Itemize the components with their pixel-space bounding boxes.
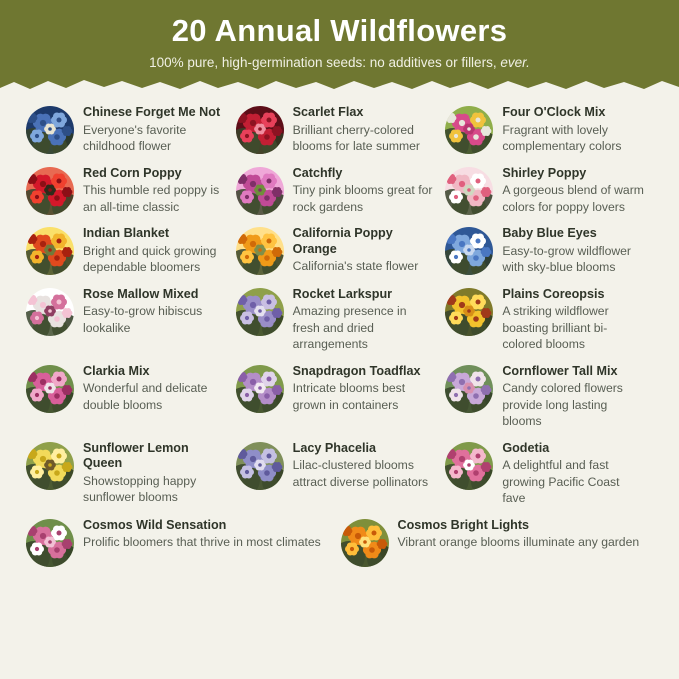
variety-name: Cosmos Wild Sensation [83, 517, 227, 532]
flower-photo-thumbnail [26, 227, 74, 275]
variety-text [83, 440, 226, 506]
flower-photo-thumbnail [26, 365, 74, 413]
variety-item [445, 286, 655, 353]
flower-photo-thumbnail [26, 442, 74, 490]
page-title: 20 Annual Wildflowers [171, 13, 508, 48]
subtitle-emphasis: ever. [500, 55, 530, 70]
variety-item [445, 225, 655, 276]
variety-text [293, 363, 436, 414]
variety-description: A delightful and fast growing Pacific Coast fave [502, 458, 620, 505]
flower-photo-thumbnail [26, 519, 74, 567]
variety-name: Plains Coreopsis [502, 286, 605, 301]
flower-photo-thumbnail [445, 365, 493, 413]
variety-description: Intricate blooms best grown in containers [292, 381, 406, 412]
variety-text [502, 165, 645, 216]
variety-item [236, 165, 446, 216]
variety-name: Rose Mallow Mixed [83, 286, 199, 301]
variety-name: Chinese Forget Me Not [83, 105, 221, 119]
flower-photo-thumbnail [236, 288, 284, 336]
variety-text [83, 104, 226, 155]
variety-description: Tiny pink blooms great for rock gardens [292, 183, 433, 214]
variety-text [293, 440, 436, 491]
variety-description: Showstopping happy sunflower blooms [83, 473, 197, 504]
variety-name: Clarkia Mix [83, 363, 150, 378]
variety-text [502, 286, 645, 353]
variety-name: Lacy Phacelia [292, 440, 376, 455]
variety-name: Sunflower Lemon Queen [83, 440, 189, 470]
flower-photo-thumbnail [26, 167, 74, 215]
flower-photo-thumbnail [236, 106, 284, 154]
variety-description: Easy-to-grow hibiscus lookalike [83, 304, 203, 335]
variety-item [26, 440, 236, 507]
variety-name: Indian Blanket [83, 226, 170, 240]
variety-description: Prolific bloomers that thrive in most climates [83, 535, 321, 549]
variety-item [26, 517, 341, 567]
variety-text [502, 104, 645, 155]
variety-name: Scarlet Flax [292, 105, 364, 119]
variety-name: Cosmos Bright Lights [397, 517, 530, 532]
variety-text [83, 165, 226, 216]
flower-photo-thumbnail [445, 227, 493, 275]
variety-description: A striking wildflower boasting brilliant bi-colored blooms [502, 304, 609, 351]
varieties-section [0, 90, 679, 577]
flower-photo-thumbnail [445, 288, 493, 336]
variety-text [293, 225, 436, 275]
flower-photo-thumbnail [236, 227, 284, 275]
flower-photo-thumbnail [445, 167, 493, 215]
variety-item [236, 104, 446, 155]
variety-text [502, 363, 645, 430]
page-subtitle [0, 54, 679, 72]
variety-item [26, 225, 236, 276]
variety-text [83, 517, 321, 551]
flower-photo-thumbnail [26, 288, 74, 336]
variety-text [293, 286, 436, 353]
variety-text [83, 225, 226, 276]
variety-item [236, 225, 446, 276]
variety-name: Godetia [502, 440, 550, 455]
variety-item [236, 363, 446, 430]
variety-name: Rocket Larkspur [292, 286, 393, 301]
variety-description: Candy colored flowers provide long lasting blooms [502, 381, 623, 428]
variety-text [293, 165, 436, 216]
variety-description: Fragrant with lovely complementary colors [502, 122, 622, 153]
variety-item [26, 286, 236, 353]
variety-item [236, 440, 446, 507]
variety-item [236, 286, 446, 353]
variety-text [502, 440, 645, 507]
variety-text [83, 286, 226, 337]
varieties-grid [26, 104, 655, 577]
variety-name: Baby Blue Eyes [502, 226, 597, 240]
flower-photo-thumbnail [445, 442, 493, 490]
variety-description: Brilliant cherry-colored blooms for late summer [292, 122, 420, 153]
variety-description: Everyone's favorite childhood flower [83, 122, 187, 153]
variety-name: Catchfly [292, 165, 343, 180]
variety-name: Snapdragon Toadflax [292, 363, 421, 378]
variety-description: Wonderful and delicate double blooms [83, 381, 208, 412]
flower-photo-thumbnail [341, 519, 389, 567]
subtitle-main: 100% pure, high-germination seeds: no additives or fillers, [149, 55, 497, 70]
flower-photo-thumbnail [26, 106, 74, 154]
variety-text [83, 363, 226, 414]
variety-name: Cornflower Tall Mix [502, 363, 618, 378]
variety-description: Vibrant orange blooms illuminate any garden [397, 535, 640, 549]
variety-item [26, 104, 236, 155]
variety-description: Easy-to-grow wildflower with sky-blue blooms [502, 243, 631, 274]
variety-item [26, 165, 236, 216]
flower-photo-thumbnail [236, 442, 284, 490]
variety-text [502, 225, 645, 276]
variety-name: Four O'Clock Mix [502, 105, 606, 119]
variety-text [398, 517, 640, 551]
variety-description: A gorgeous blend of warm colors for poppy lovers [502, 183, 644, 214]
variety-description: Bright and quick growing dependable bloomers [83, 243, 217, 274]
header-banner [0, 0, 679, 90]
flower-photo-thumbnail [236, 365, 284, 413]
flower-photo-thumbnail [445, 106, 493, 154]
variety-description: California's state flower [292, 259, 419, 273]
variety-description: This humble red poppy is an all-time classic [83, 183, 220, 214]
variety-item [445, 165, 655, 216]
variety-description: Lilac-clustered blooms attract diverse pollinators [292, 458, 429, 489]
variety-item [26, 363, 236, 430]
variety-item [445, 440, 655, 507]
variety-item [445, 363, 655, 430]
variety-item [341, 517, 656, 567]
variety-description: Amazing presence in fresh and dried arrangements [292, 304, 407, 351]
variety-item [445, 104, 655, 155]
variety-name: California Poppy Orange [292, 226, 393, 256]
flower-photo-thumbnail [236, 167, 284, 215]
variety-text [293, 104, 436, 155]
variety-name: Shirley Poppy [502, 165, 587, 180]
variety-name: Red Corn Poppy [83, 165, 182, 180]
